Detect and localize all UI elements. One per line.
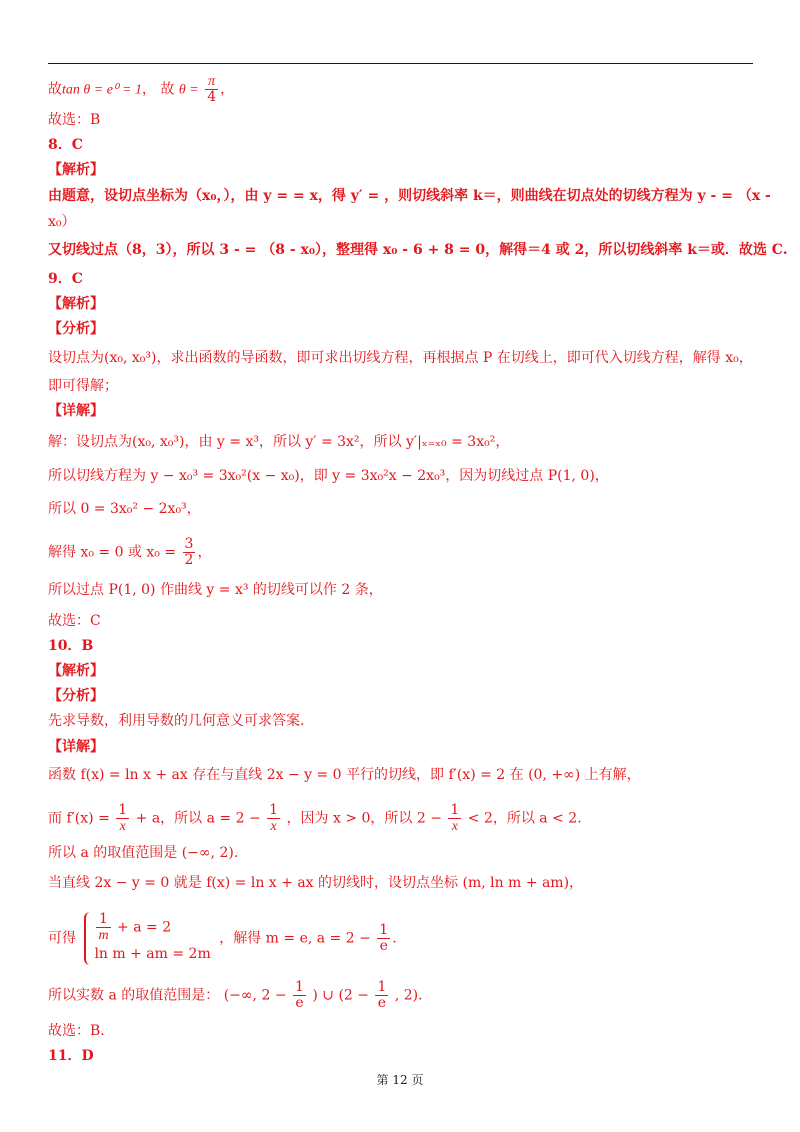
question-number: 8．C — [48, 137, 83, 153]
section-heading: 【解析】 — [48, 663, 104, 679]
solution-line: 解：设切点为(x₀, x₀³)，由 y = x³，所以 y′ = 3x²，所以 y′|ₓ₌ₓ₀ = 3x₀²， — [48, 434, 510, 450]
question-number: 11．D — [48, 1048, 94, 1064]
solution-line: 由题意，设切点坐标为（x₀，），由 y = = x，得 y′ = ，则切线斜率 k＝，则曲线在切点处的切线方程为 y - = （x - — [48, 188, 771, 204]
fraction: $\frac{1}{x}$ — [450, 802, 460, 834]
section-heading: 【分析】 — [48, 688, 104, 704]
solution-line: 解得 x₀ = 0 或 x₀ = $\frac{3}{2}$ ， — [48, 536, 212, 568]
solution-line: 而 f′(x) = $\frac{1}{x}$ + a，所以 a = 2 − $\frac{1}{x}$ ，因为 x > 0，所以 2 − $\frac{1}{x}$ < 2，所以 a < 2. — [48, 802, 582, 834]
answer-line: 故选：B. — [48, 1023, 105, 1039]
solution-line: 所以 0 = 3x₀² − 2x₀³， — [48, 501, 201, 517]
section-heading: 【解析】 — [48, 296, 104, 312]
question-number: 10．B — [48, 638, 94, 654]
solution-line: 函数 f(x) = ln x + ax 存在与直线 2x − y = 0 平行的切线，即 f′(x) = 2 在 (0, +∞) 上有解， — [48, 767, 641, 783]
equation-system-line: 可得 $\frac{1}{m}$ + a = 2 ln m + am = 2m ，解得 m = e, a = 2 − $\frac{1}{e}$ . — [48, 912, 397, 965]
fraction: $\frac{\pi}{4}$ — [207, 74, 217, 105]
equation-system: $\frac{1}{m}$ + a = 2 ln m + am = 2m — [84, 912, 210, 965]
fraction: $\frac{1}{x}$ — [118, 802, 128, 834]
solution-line: 所以切线方程为 y − x₀³ = 3x₀²(x − x₀)，即 y = 3x₀²x − 2x₀³，因为切线过点 P(1, 0)， — [48, 468, 609, 484]
solution-line: 又切线过点（8，3），所以 3 - = （8 - x₀），整理得 x₀ - 6 + 8 = 0，解得＝4 或 2，所以切线斜率 k＝或．故选 C. — [48, 242, 788, 258]
fraction: $\frac{1}{x}$ — [269, 802, 279, 834]
fraction: $\frac{3}{2}$ — [184, 536, 194, 568]
solution-line: 所以 a 的取值范围是 (−∞, 2). — [48, 845, 239, 861]
solution-line: x₀） — [48, 214, 76, 230]
page-number: 第 12 页 — [376, 1073, 424, 1087]
solution-line: 所以实数 a 的取值范围是： (−∞, 2 − $\frac{1}{e}$ ) ∪ (2 − $\frac{1}{e}$ , 2). — [48, 979, 423, 1011]
fraction: $\frac{1}{e}$ — [379, 922, 389, 954]
section-heading: 【解析】 — [48, 162, 104, 178]
section-heading: 【详解】 — [48, 739, 104, 755]
solution-line: 当直线 2x − y = 0 就是 f(x) = ln x + ax 的切线时，设切点坐标 (m, ln m + am)， — [48, 875, 584, 891]
answer-line: 故选：C — [48, 613, 101, 629]
line-tan-theta: 故tan θ = e⁰ = 1， 故 θ = $\frac{\pi}{4}$ ， — [48, 74, 235, 105]
question-number: 9．C — [48, 271, 83, 287]
solution-line: 即可得解； — [48, 378, 118, 394]
fraction: $\frac{1}{e}$ — [295, 979, 304, 1011]
section-heading: 【分析】 — [48, 321, 104, 337]
fraction: $\frac{1}{m}$ — [98, 911, 109, 943]
header-rule — [48, 63, 753, 64]
fraction: $\frac{1}{e}$ — [377, 979, 387, 1011]
solution-line: 先求导数，利用导数的几何意义可求答案. — [48, 713, 305, 729]
answer-line: 故选：B — [48, 112, 101, 128]
solution-line: 设切点为(x₀, x₀³)，求出函数的导函数，即可求出切线方程，再根据点 P 在切线上，即可代入切线方程，解得 x₀， — [48, 350, 753, 366]
solution-line: 所以过点 P(1, 0) 作曲线 y = x³ 的切线可以作 2 条， — [48, 582, 383, 598]
section-heading: 【详解】 — [48, 403, 104, 419]
